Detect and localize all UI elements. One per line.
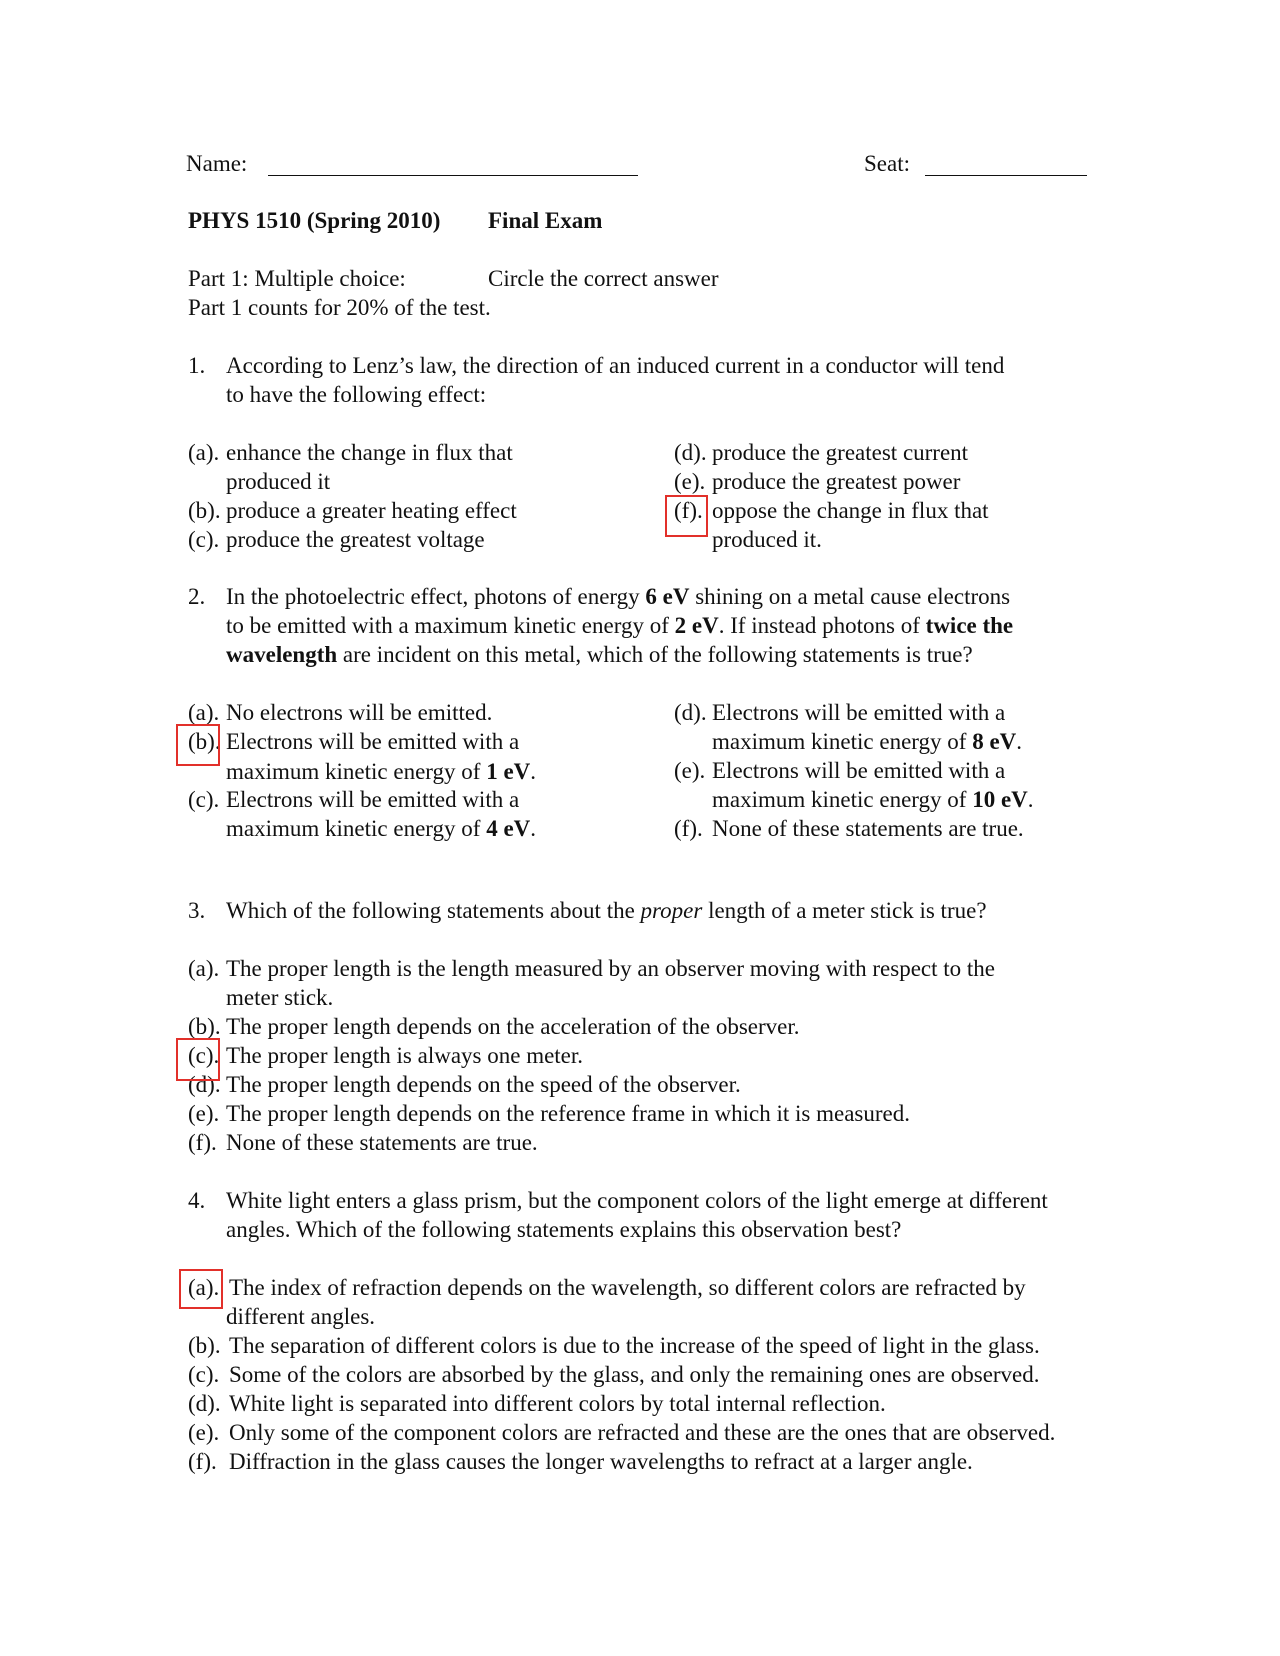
option-text: The proper length is always one meter. <box>226 1043 584 1068</box>
option-text: maximum kinetic energy of 10 eV. <box>712 787 1034 812</box>
option-label: (f). <box>188 1449 217 1474</box>
option-text: maximum kinetic energy of 1 eV. <box>226 759 537 784</box>
option-text: Diffraction in the glass causes the longer wavelengths to refract at a larger angle. <box>229 1449 973 1474</box>
option-label: (d). <box>674 440 707 465</box>
question-number: 2. <box>188 584 206 609</box>
part-instruction: Circle the correct answer <box>488 266 719 291</box>
option-text: produce the greatest power <box>712 469 961 494</box>
option-text: The separation of different colors is due to the increase of the speed of light in the glass. <box>229 1333 1040 1358</box>
option-text: oppose the change in flux that <box>712 498 989 523</box>
option-text: meter stick. <box>226 985 334 1010</box>
option-label: (a). <box>188 440 220 465</box>
option-text: Some of the colors are absorbed by the glass, and only the remaining ones are observed. <box>229 1362 1040 1387</box>
option-label: (e). <box>674 469 706 494</box>
option-text: maximum kinetic energy of 8 eV. <box>712 729 1023 754</box>
option-label: (a). <box>188 1275 220 1300</box>
option-label: (d). <box>188 1391 221 1416</box>
option-label: (e). <box>188 1420 220 1445</box>
option-label: (b). <box>188 498 221 523</box>
question-text: In the photoelectric effect, photons of energy 6 eV shining on a metal cause electrons <box>226 584 1011 609</box>
option-label: (e). <box>674 758 706 783</box>
question-text: to be emitted with a maximum kinetic energy of 2 eV. If instead photons of twice the <box>226 613 1014 638</box>
question-text: to have the following effect: <box>226 382 487 407</box>
option-text: produce a greater heating effect <box>226 498 517 523</box>
option-text: maximum kinetic energy of 4 eV. <box>226 816 537 841</box>
question-number: 4. <box>188 1188 206 1213</box>
option-text: produced it <box>226 469 331 494</box>
option-text: The proper length depends on the speed of the observer. <box>226 1072 741 1097</box>
option-text: The proper length depends on the reference frame in which it is measured. <box>226 1101 910 1126</box>
option-label: (a). <box>188 956 220 981</box>
option-text: The proper length depends on the acceleration of the observer. <box>226 1014 800 1039</box>
answer-circle-mark <box>176 724 220 766</box>
question-number: 1. <box>188 353 206 378</box>
option-text: None of these statements are true. <box>712 816 1024 841</box>
option-text: Electrons will be emitted with a <box>226 729 520 754</box>
option-label: (c). <box>188 527 220 552</box>
answer-circle-mark <box>665 495 708 537</box>
option-text: produce the greatest current <box>712 440 969 465</box>
option-label: (d). <box>188 1072 221 1097</box>
option-label: (a). <box>188 700 220 725</box>
option-text: Only some of the component colors are refracted and these are the ones that are observed. <box>229 1420 1056 1445</box>
answer-circle-mark <box>179 1269 223 1309</box>
question-text: According to Lenz’s law, the direction of an induced current in a conductor will tend <box>226 353 1005 378</box>
option-label: (c). <box>188 1362 220 1387</box>
option-text: Electrons will be emitted with a <box>712 700 1006 725</box>
option-text: The index of refraction depends on the wavelength, so different colors are refracted by <box>229 1275 1026 1300</box>
option-text: Electrons will be emitted with a <box>226 787 520 812</box>
option-label: (b). <box>188 729 221 754</box>
seat-label: Seat: <box>864 151 910 176</box>
option-label: (f). <box>674 498 703 523</box>
option-text: The proper length is the length measured by an observer moving with respect to the <box>226 956 996 981</box>
option-label: (f). <box>188 1130 217 1155</box>
answer-circle-mark <box>176 1038 220 1081</box>
option-label: (c). <box>188 787 220 812</box>
option-text: No electrons will be emitted. <box>226 700 493 725</box>
option-label: (e). <box>188 1101 220 1126</box>
option-label: (b). <box>188 1014 221 1039</box>
question-text: angles. Which of the following statements explains this observation best? <box>226 1217 902 1242</box>
option-text: produce the greatest voltage <box>226 527 485 552</box>
option-text: produced it. <box>712 527 822 552</box>
seat-blank-line <box>925 175 1087 176</box>
option-label: (f). <box>674 816 703 841</box>
option-text: White light is separated into different colors by total internal reflection. <box>229 1391 886 1416</box>
option-text: enhance the change in flux that <box>226 440 513 465</box>
option-text: Electrons will be emitted with a <box>712 758 1006 783</box>
option-label: (d). <box>674 700 707 725</box>
question-number: 3. <box>188 898 206 923</box>
name-label: Name: <box>186 151 248 176</box>
question-text: Which of the following statements about the proper length of a meter stick is true? <box>226 898 987 923</box>
course-title: PHYS 1510 (Spring 2010) <box>188 208 441 233</box>
part-label: Part 1: Multiple choice: <box>188 266 406 291</box>
option-text: None of these statements are true. <box>226 1130 538 1155</box>
part-weight: Part 1 counts for 20% of the test. <box>188 295 491 320</box>
question-text: wavelength are incident on this metal, which of the following statements is true? <box>226 642 973 667</box>
exam-title: Final Exam <box>488 208 603 233</box>
name-blank-line <box>268 175 638 176</box>
option-label: (b). <box>188 1333 221 1358</box>
question-text: White light enters a glass prism, but the component colors of the light emerge at different <box>226 1188 1048 1213</box>
option-label: (c). <box>188 1043 220 1068</box>
option-text: different angles. <box>226 1304 376 1329</box>
